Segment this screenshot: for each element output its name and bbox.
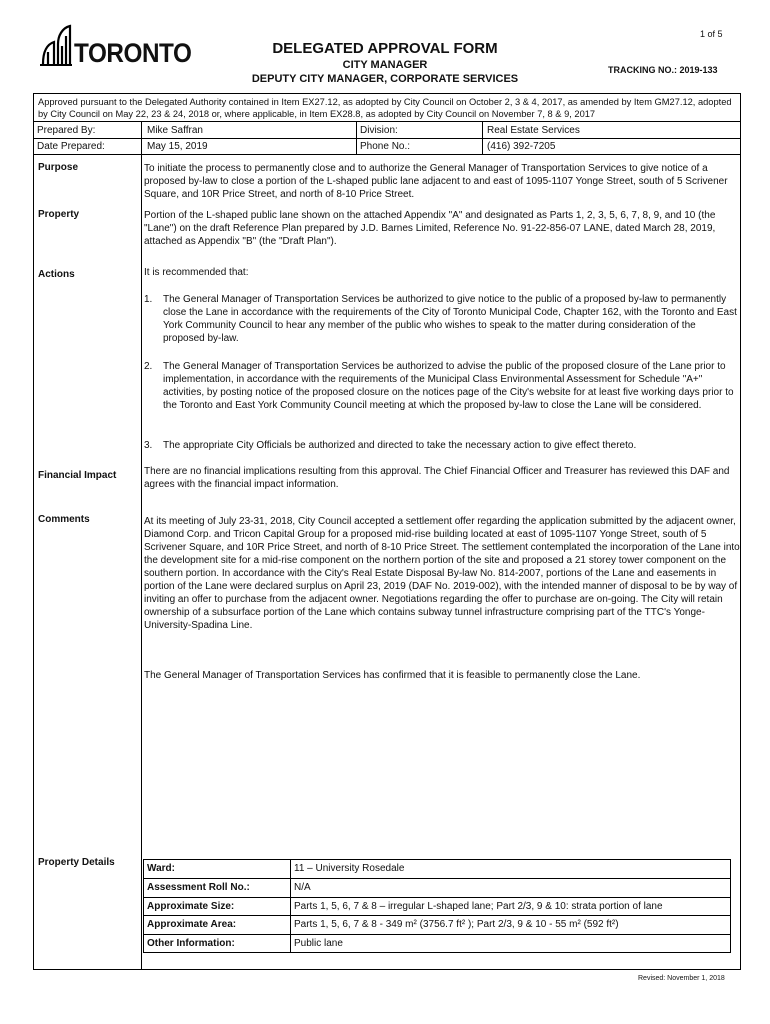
table-row bbox=[144, 916, 730, 934]
page-number: 1 of 5 bbox=[700, 29, 723, 39]
phone-label: Phone No.: bbox=[360, 141, 411, 152]
comments-paragraph-1: At its meeting of July 23-31, 2018, City Council accepted a settlement offer regarding the application submitted by the adjacent owner, Diamond Corp. and Tricon Capital Group for a proposed mid-rise building located at east of 1095-1107 Yonge Street, south of 5 Scrivener Square, and 10R Price Street, and north of 8-10 Price Street. The settlement contemplated the incorporation of the Lane into the development site for a mid-rise component on the northern portion of the site and proposed a 21 storey tower component on the southern portion. In accordance with the City's Real Estate Disposal By-law No. 814-2007, portions of the Lane and easements in portion of the Lane were declared surplus on April 23, 2019 (DAF No. 2019-002), with the intended manner of disposal to be by way of inviting an offer to purchase from the adjacent owner. Negotiations regarding the offer to purchase are on-going. The City will retain ownership of a subsurface portion of the Lane which contains subway tunnel infrastructure comprising part of the TTC's Yonge-University-Spadina Line. bbox=[144, 516, 740, 631]
actions-intro: It is recommended that: bbox=[144, 267, 249, 278]
divider bbox=[356, 121, 357, 154]
approval-statement: Approved pursuant to the Delegated Authority contained in Item EX27.12, as adopted by City Council on October 2, 3 & 4, 2017, as amended by Item GM27.12, adopted by City Council on May 22, 23 & 24, 2018 or, where applicable, in Item EX28.8, as adopted by City Council on November 7, 8 & 9, 2017 bbox=[38, 97, 732, 119]
divider bbox=[141, 121, 142, 154]
comments-paragraph-2: The General Manager of Transportation Services has confirmed that it is feasible to permanently close the Lane. bbox=[144, 670, 641, 681]
prepared-by-label: Prepared By: bbox=[37, 125, 96, 136]
date-prepared-label: Date Prepared: bbox=[37, 141, 105, 152]
divider bbox=[33, 121, 741, 122]
action-text: The General Manager of Transportation Services be authorized to advise the public of the proposed closure of the Lane prior to implementation, in accordance with the requirements of the Municipal Class Environmental Assessment for Schedule "A+" activities, by posting notice of the proposed closure on the notices page of the City's website for at least five working days prior to the Toronto and East York Community Council meeting at which the proposed by-law to close the Lane will be considered. bbox=[163, 361, 734, 411]
form-subtitle-city-manager: CITY MANAGER bbox=[342, 59, 428, 71]
property-label: Property bbox=[38, 209, 80, 220]
financial-impact-label: Financial Impact bbox=[38, 470, 117, 481]
approximate-area-label: Approximate Area: bbox=[147, 919, 237, 930]
action-item bbox=[144, 293, 740, 345]
tracking-number: TRACKING NO.: 2019-133 bbox=[608, 65, 718, 75]
ward-value: 11 – University Rosedale bbox=[294, 863, 405, 874]
approximate-area-value: Parts 1, 5, 6, 7 & 8 - 349 m² (3756.7 ft² ); Part 2/3, 9 & 10 - 55 m² (592 ft²) bbox=[294, 919, 619, 930]
action-number: 2. bbox=[144, 361, 153, 372]
toronto-wordmark: TORONTO bbox=[74, 38, 192, 68]
other-information-value: Public lane bbox=[294, 938, 343, 949]
division-label: Division: bbox=[360, 125, 398, 136]
phone-value: (416) 392-7205 bbox=[487, 141, 556, 152]
divider bbox=[33, 154, 741, 155]
comments-label: Comments bbox=[38, 514, 90, 525]
revised-date: Revised: November 1, 2018 bbox=[638, 975, 725, 982]
action-item bbox=[144, 439, 740, 452]
other-information-label: Other Information: bbox=[147, 938, 235, 949]
assessment-roll-value: N/A bbox=[294, 882, 311, 893]
purpose-text: To initiate the process to permanently close and to authorize the General Manager of Transportation Services to give notice of a proposed by-law to close a portion of the L-shaped public lane adjacent to and east of 1095-1107 Yonge Street, south of 5 Scrivener Square, and 10R Price Street, and north of 8-10 Price Street. bbox=[144, 163, 728, 200]
form-subtitle-deputy: DEPUTY CITY MANAGER, CORPORATE SERVICES bbox=[251, 73, 519, 85]
property-details-label: Property Details bbox=[38, 857, 115, 868]
divider bbox=[33, 138, 741, 139]
action-item bbox=[144, 360, 740, 412]
property-details-table bbox=[143, 859, 731, 953]
financial-impact-text: There are no financial implications resulting from this approval. The Chief Financial Officer and Treasurer has reviewed this DAF and agrees with the financial impact information. bbox=[144, 466, 730, 490]
date-prepared-value: May 15, 2019 bbox=[147, 141, 208, 152]
table-row bbox=[144, 898, 730, 916]
action-number: 1. bbox=[144, 294, 153, 305]
action-text: The General Manager of Transportation Services be authorized to give notice to the public of a proposed by-law to permanently close the Lane in accordance with the requirements of the City of Toronto Municipal Code, Chapter 162, with the Toronto and East York Community Council to hear any member of the public who wishes to speak to the matter during consideration of the proposed by-law. bbox=[163, 294, 737, 344]
approximate-size-label: Approximate Size: bbox=[147, 901, 235, 912]
property-text: Portion of the L-shaped public lane shown on the attached Appendix "A" and designated as Parts 1, 2, 3, 5, 6, 7, 8, 9, and 10 (the "Lane") on the draft Reference Plan prepared by J.D. Barnes Limited, Reference No. 91-22-856-07 LANE, dated March 28, 2019, attached as Appendix "B" (the "Draft Plan"). bbox=[144, 210, 716, 247]
action-text: The appropriate City Officials be authorized and directed to take the necessary action to give effect thereto. bbox=[163, 440, 637, 451]
table-row bbox=[144, 879, 730, 897]
purpose-label: Purpose bbox=[38, 162, 79, 173]
division-value: Real Estate Services bbox=[487, 125, 580, 136]
form-title: DELEGATED APPROVAL FORM bbox=[272, 40, 498, 57]
actions-label: Actions bbox=[38, 269, 75, 280]
ward-label: Ward: bbox=[147, 863, 175, 874]
prepared-by-value: Mike Saffran bbox=[147, 125, 203, 136]
divider bbox=[482, 121, 483, 154]
assessment-roll-label: Assessment Roll No.: bbox=[147, 882, 250, 893]
action-number: 3. bbox=[144, 440, 153, 451]
approximate-size-value: Parts 1, 5, 6, 7 & 8 – irregular L-shaped lane; Part 2/3, 9 & 10: strata portion of lane bbox=[294, 901, 663, 912]
divider bbox=[141, 154, 142, 970]
table-row bbox=[144, 860, 730, 878]
table-row bbox=[144, 935, 730, 953]
